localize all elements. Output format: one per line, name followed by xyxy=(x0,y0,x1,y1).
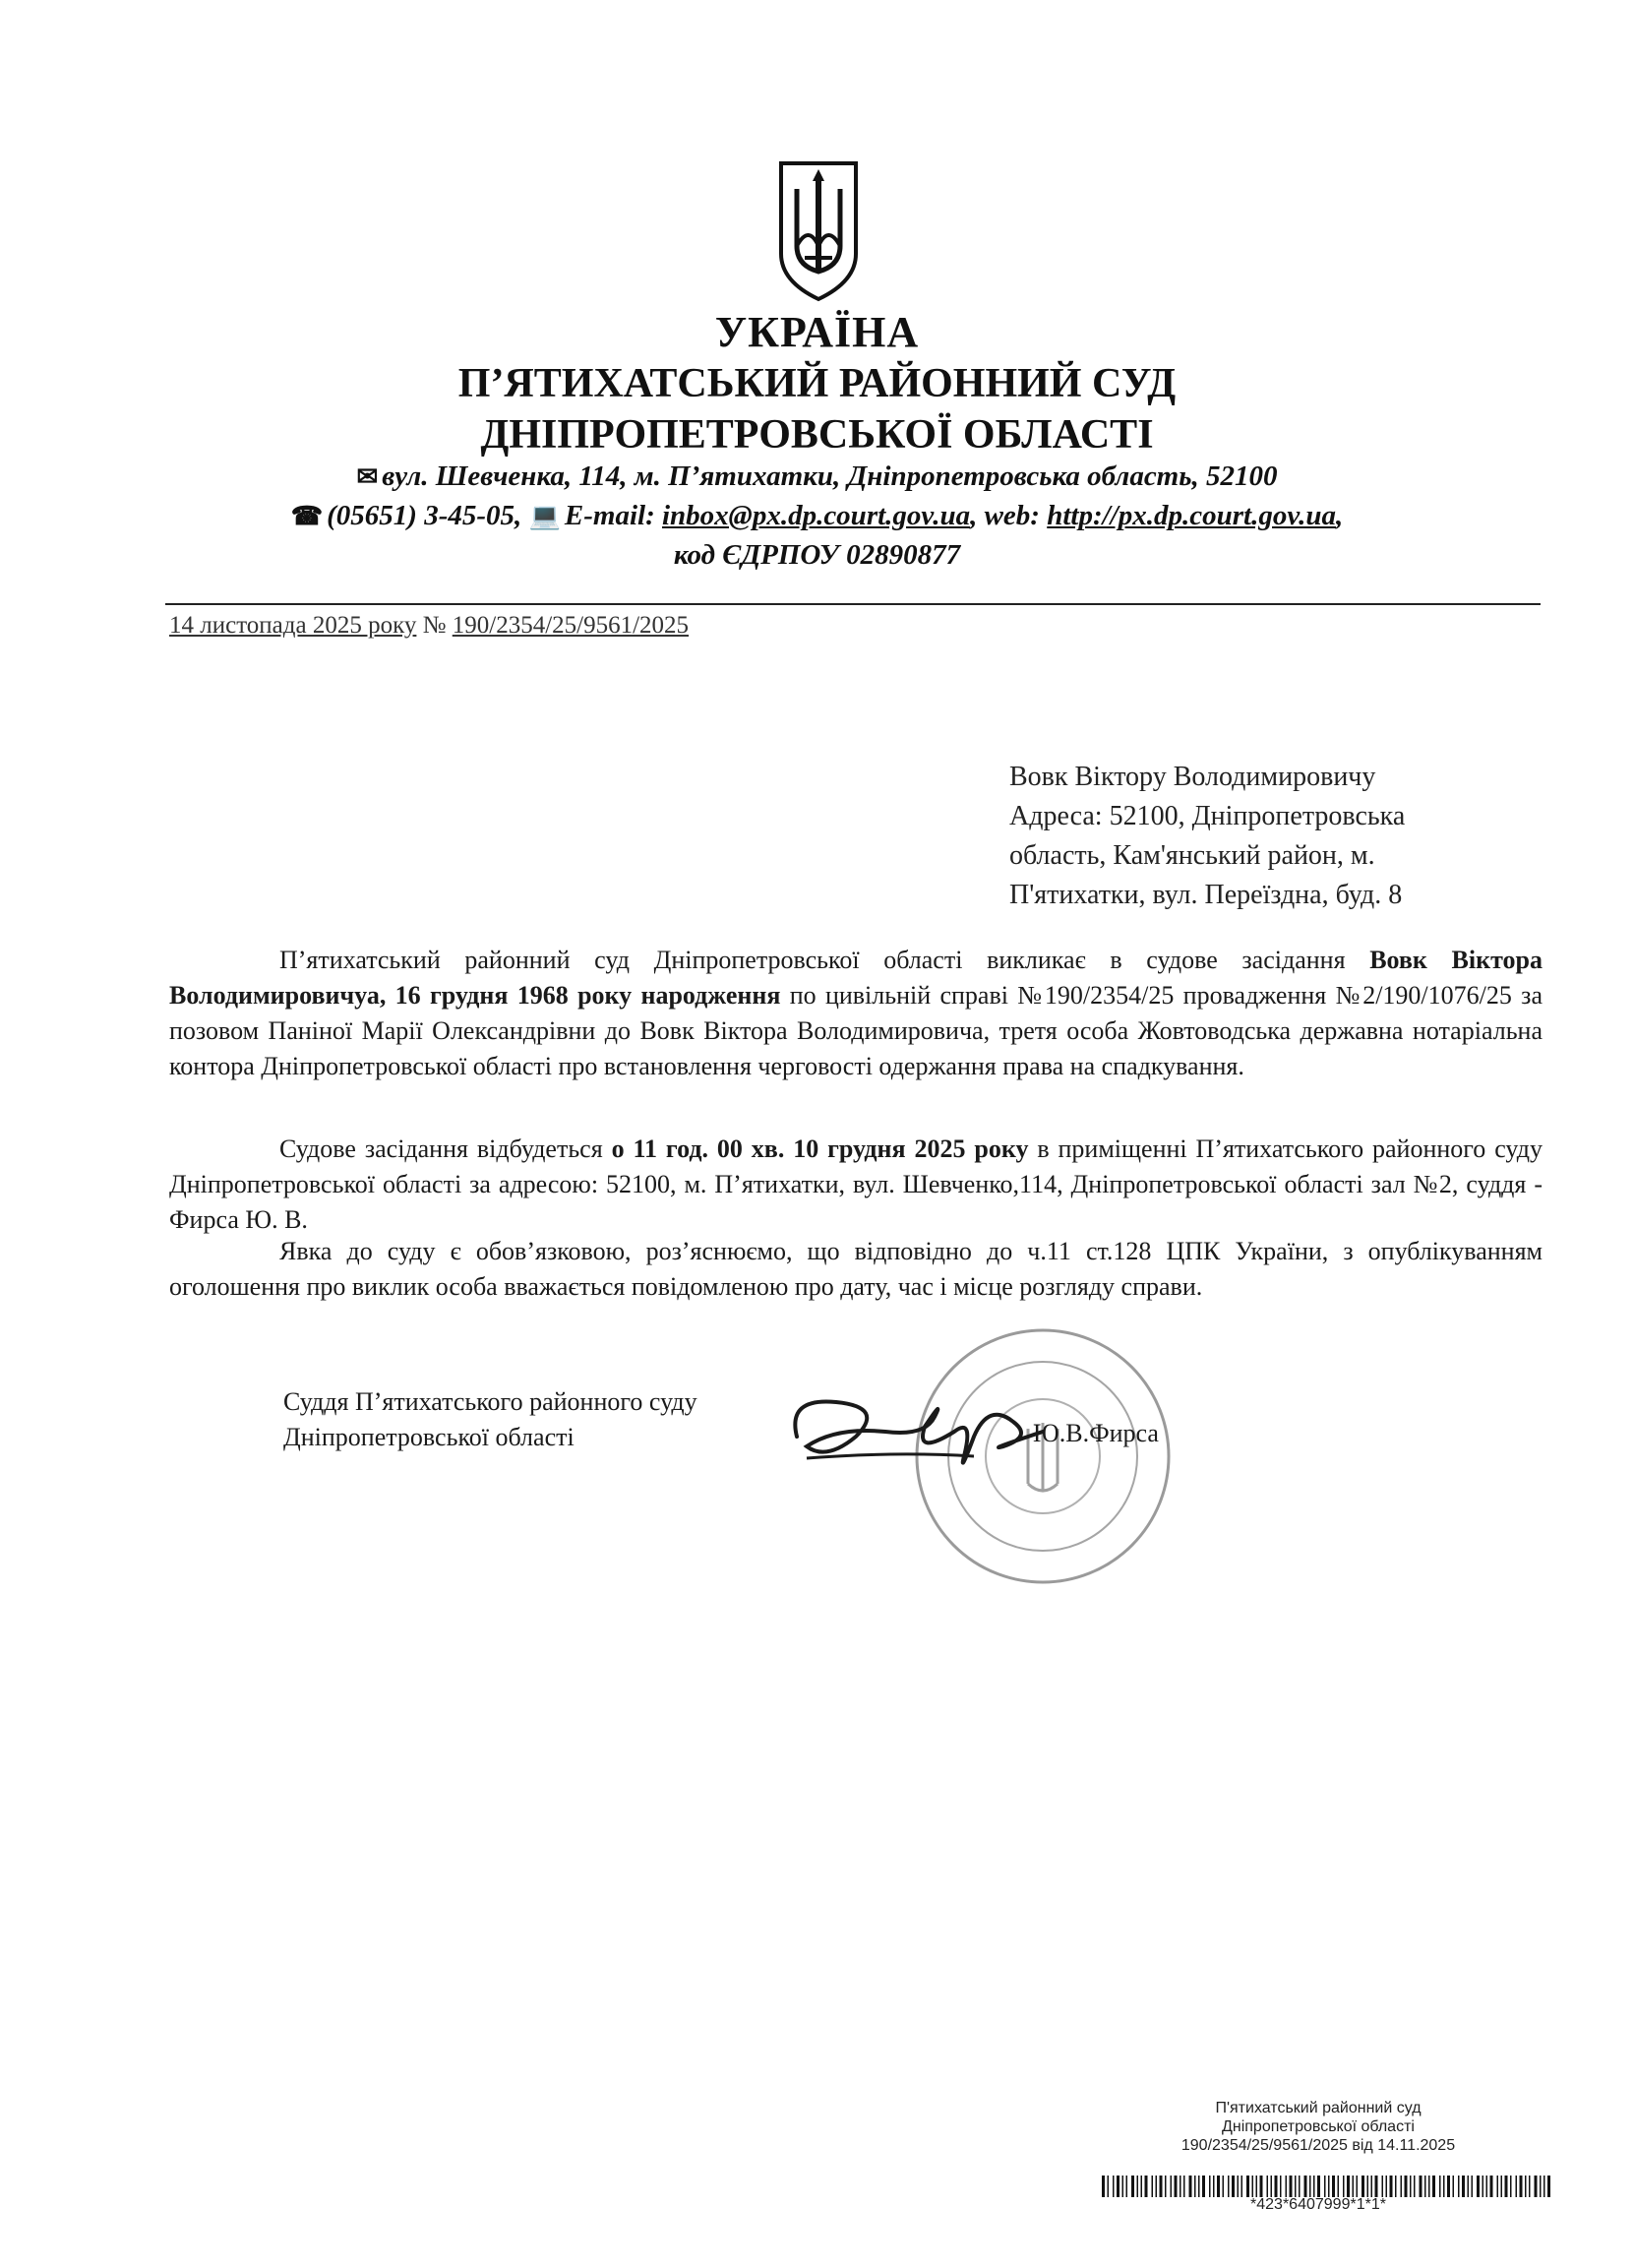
barcode-bar xyxy=(1501,2176,1503,2197)
barcode-bar xyxy=(1414,2176,1416,2197)
document-reference xyxy=(169,612,689,640)
barcode-bar xyxy=(1382,2176,1384,2197)
barcode-bar xyxy=(1338,2176,1340,2197)
barcode-bar xyxy=(1213,2176,1215,2197)
barcode-bar xyxy=(1246,2176,1249,2197)
barcode-bar xyxy=(1520,2176,1523,2197)
barcode-bar xyxy=(1202,2176,1205,2197)
barcode-bar xyxy=(1126,2176,1128,2197)
court-address-text: вул. Шевченка, 114, м. П’ятихатки, Дніпропетровська область, 52100 xyxy=(382,460,1278,492)
computer-icon: 💻 xyxy=(528,502,561,530)
barcode-bar xyxy=(1472,2176,1474,2197)
barcode-bar xyxy=(1286,2176,1288,2197)
barcode-bar xyxy=(1228,2176,1230,2197)
addressee-address-line: область, Кам'янський район, м. xyxy=(1009,840,1375,871)
barcode-bar xyxy=(1313,2176,1315,2197)
judge-title-line: Суддя П’ятихатського районного суду xyxy=(283,1387,697,1416)
barcode-bar xyxy=(1145,2176,1148,2197)
barcode-bar xyxy=(1362,2176,1364,2197)
barcode-icon xyxy=(1102,2176,1554,2197)
court-phone: (05651) 3-45-05, xyxy=(327,500,522,531)
barcode-bar xyxy=(1267,2176,1269,2197)
barcode-bar xyxy=(1189,2176,1192,2197)
web-suffix: , xyxy=(1336,500,1344,531)
barcode-bar xyxy=(1347,2176,1350,2197)
barcode-bar xyxy=(1505,2176,1508,2197)
barcode-bar xyxy=(1299,2176,1301,2197)
barcode-bar xyxy=(1375,2176,1378,2197)
barcode-bar xyxy=(1486,2176,1488,2197)
header-court-name: П’ЯТИХАТСЬКИЙ РАЙОННИЙ СУД xyxy=(457,361,1177,406)
barcode-bar xyxy=(1198,2176,1200,2197)
barcode-bar xyxy=(1547,2176,1550,2197)
barcode-bar xyxy=(1535,2176,1538,2197)
header-region: ДНІПРОПЕТРОВСЬКОЇ ОБЛАСТІ xyxy=(480,412,1154,458)
barcode-bar xyxy=(1131,2176,1134,2197)
barcode-bar xyxy=(1113,2176,1115,2197)
judge-title-line: Дніпропетровської області xyxy=(283,1423,575,1451)
barcode-bar xyxy=(1328,2176,1330,2197)
addressee-block xyxy=(1009,758,1521,915)
barcode-bar xyxy=(1171,2176,1173,2197)
barcode-bar xyxy=(1386,2176,1388,2197)
email-link[interactable]: inbox@px.dp.court.gov.ua xyxy=(662,500,971,531)
judge-name: Ю.В.Фирса xyxy=(1033,1419,1159,1447)
addressee-name: Вовк Віктору Володимировичу xyxy=(1009,762,1376,792)
barcode-bar xyxy=(1401,2176,1403,2197)
barcode-bar xyxy=(1209,2176,1211,2197)
paragraph-hearing xyxy=(169,1132,1543,1238)
stamp-line: П'ятихатський районний суд xyxy=(1215,2100,1422,2116)
barcode-bar xyxy=(1332,2176,1335,2197)
barcode-caption: *423*6407999*1*1* xyxy=(1250,2196,1386,2213)
barcode-bar xyxy=(1160,2176,1163,2197)
web-link[interactable]: http://px.dp.court.gov.ua xyxy=(1047,500,1336,531)
barcode-bar xyxy=(1241,2176,1243,2197)
barcode-bar xyxy=(1462,2176,1465,2197)
header-country: УКРАЇНА xyxy=(714,308,920,356)
email-label: E-mail: xyxy=(564,500,655,531)
court-contacts xyxy=(0,500,1634,532)
barcode-bar xyxy=(1428,2176,1430,2197)
envelope-icon: ✉ xyxy=(356,462,379,491)
barcode-bar xyxy=(1525,2176,1527,2197)
barcode-bar xyxy=(1304,2176,1307,2197)
barcode-bar xyxy=(1232,2176,1235,2197)
coat-of-arms-icon xyxy=(775,155,862,303)
barcode-bar xyxy=(1156,2176,1158,2197)
document-date: 14 листопада 2025 року xyxy=(169,612,417,639)
barcode-bar xyxy=(1175,2176,1178,2197)
hearing-datetime: о 11 год. 00 хв. 10 грудня 2025 року xyxy=(611,1134,1029,1163)
signature-icon xyxy=(777,1378,1062,1486)
barcode-bar xyxy=(1275,2176,1278,2197)
paragraph-text: Судове засідання відбудеться xyxy=(279,1134,612,1163)
barcode-bar xyxy=(1447,2176,1450,2197)
barcode-bar xyxy=(1439,2176,1441,2197)
barcode-bar xyxy=(1252,2176,1254,2197)
judge-title xyxy=(283,1384,697,1455)
barcode-bar xyxy=(1271,2176,1273,2197)
paragraph-text: в приміщенні П’ятихатського районного суду Дніпропетровської області за адресою: 52100, м. П’ятихатки, вул. Шевченко,114, Дніпропетровської області зал №2, суддя - Фирса Ю. В. xyxy=(169,1134,1543,1234)
barcode-bar xyxy=(1108,2176,1110,2197)
barcode-bar xyxy=(1102,2176,1105,2197)
barcode-bar xyxy=(1165,2176,1167,2197)
barcode-bar xyxy=(1420,2176,1422,2197)
barcode-bar xyxy=(1357,2176,1359,2197)
barcode-bar xyxy=(1468,2176,1470,2197)
number-sign: № xyxy=(422,612,447,639)
barcode-bar xyxy=(1540,2176,1542,2197)
barcode-bar xyxy=(1367,2176,1369,2197)
barcode-bar xyxy=(1477,2176,1480,2197)
barcode-bar xyxy=(1510,2176,1512,2197)
barcode-bar xyxy=(1256,2176,1258,2197)
barcode-bar xyxy=(1309,2176,1311,2197)
barcode-bar xyxy=(1280,2176,1282,2197)
web-label: , web: xyxy=(970,500,1040,531)
barcode-bar xyxy=(1223,2176,1225,2197)
paragraph-attendance: Явка до суду є обов’язковою, роз’яснюємо, що відповідно до ч.11 ст.128 ЦПК України, з опублікуванням оголошення про виклик особа вважається повідомленою про дату, час і місце розгляду справи. xyxy=(169,1237,1543,1301)
barcode-bar xyxy=(1371,2176,1373,2197)
barcode-bar xyxy=(1343,2176,1345,2197)
barcode-bar xyxy=(1317,2176,1320,2197)
barcode-bar xyxy=(1290,2176,1293,2197)
phone-icon: ☎ xyxy=(290,502,324,530)
barcode-bar xyxy=(1152,2176,1154,2197)
document-number: 190/2354/25/9561/2025 xyxy=(452,612,690,639)
barcode-bar xyxy=(1295,2176,1297,2197)
barcode-bar xyxy=(1443,2176,1445,2197)
registration-stamp xyxy=(1082,2099,1554,2155)
defendant-name: Вовк Віктора Володимировичуа, 16 грудня 1968 року народження xyxy=(169,946,1543,1010)
barcode-bar xyxy=(1543,2176,1545,2197)
barcode-bar xyxy=(1529,2176,1531,2197)
barcode-bar xyxy=(1137,2176,1139,2197)
barcode-bar xyxy=(1141,2176,1143,2197)
paragraph-text: П’ятихатський районний суд Дніпропетровської області викликає в судове засідання xyxy=(279,946,1370,974)
barcode-bar xyxy=(1353,2176,1355,2197)
barcode-bar xyxy=(1458,2176,1460,2197)
barcode-bar xyxy=(1117,2176,1120,2197)
barcode-bar xyxy=(1516,2176,1518,2197)
barcode-bar xyxy=(1497,2176,1499,2197)
barcode-bar xyxy=(1424,2176,1426,2197)
barcode-bar xyxy=(1395,2176,1397,2197)
barcode-bar xyxy=(1217,2176,1220,2197)
court-address xyxy=(0,460,1634,493)
barcode-bar xyxy=(1238,2176,1240,2197)
barcode-bar xyxy=(1180,2176,1181,2197)
barcode-bar xyxy=(1405,2176,1408,2197)
barcode-bar xyxy=(1324,2176,1326,2197)
barcode-bar xyxy=(1453,2176,1455,2197)
barcode-bar xyxy=(1122,2176,1124,2197)
addressee-address-line: Адреса: 52100, Дніпропетровська xyxy=(1009,801,1406,831)
barcode-bar xyxy=(1390,2176,1393,2197)
paragraph-summons xyxy=(169,943,1543,1084)
barcode-bar xyxy=(1483,2176,1484,2197)
barcode-bar xyxy=(1183,2176,1185,2197)
barcode-bar xyxy=(1410,2176,1412,2197)
addressee-address-line: П'ятихатки, вул. Переїздна, буд. 8 xyxy=(1009,880,1403,910)
barcode-bar xyxy=(1432,2176,1435,2197)
stamp-line: Дніпропетровської області xyxy=(1222,2118,1415,2135)
barcode-bar xyxy=(1194,2176,1196,2197)
header-divider xyxy=(165,603,1541,605)
stamp-line: 190/2354/25/9561/2025 від 14.11.2025 xyxy=(1180,2137,1456,2154)
court-edrpou: код ЄДРПОУ 02890877 xyxy=(673,539,961,571)
barcode-bar xyxy=(1260,2176,1263,2197)
barcode-bar xyxy=(1490,2176,1493,2197)
paragraph-text: по цивільній справі №190/2354/25 провадження №2/190/1076/25 за позовом Паніної Марії Олександрівни до Вовк Віктора Володимировича, третя особа Жовтоводська державна нотаріальна контора Дніпропетровської області про встановлення черговості одержання права на спадкування. xyxy=(169,981,1543,1080)
